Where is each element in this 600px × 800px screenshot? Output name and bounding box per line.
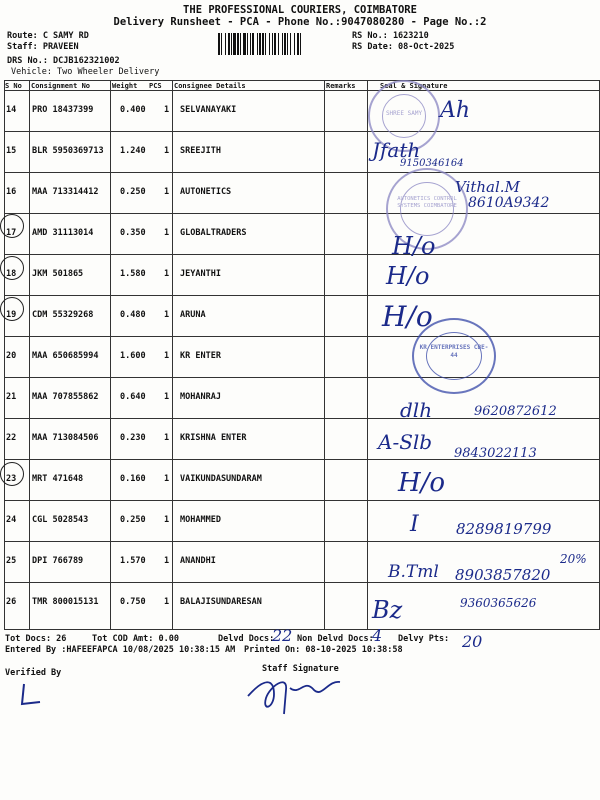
row-sno: 19: [6, 310, 17, 320]
row-consignee: GLOBALTRADERS: [180, 228, 247, 238]
signature-row14: Ah: [440, 98, 471, 123]
row-weight: 0.250: [120, 515, 146, 525]
row-weight: 0.750: [120, 597, 146, 607]
row-pcs: 1: [164, 515, 170, 525]
barcode-image: [218, 33, 346, 55]
row-consignee: BALAJISUNDARESAN: [180, 597, 262, 607]
row-pcs: 1: [164, 269, 170, 279]
row-consignee: VAIKUNDASUNDARAM: [180, 474, 262, 484]
row-pcs: 1: [164, 228, 170, 238]
row-sno: 21: [6, 392, 17, 402]
phone-row24: 8289819799: [456, 520, 552, 538]
row-pcs: 1: [164, 310, 170, 320]
non-delivered-docs: Non Delvd Docs:: [297, 634, 374, 644]
row-sno: 25: [6, 556, 17, 566]
runsheet-subtitle: Delivery Runsheet - PCA - Phone No.:9047080280 - Page No.:2: [113, 16, 487, 28]
col-seal: Seal & Signature: [380, 82, 448, 90]
row-weight: 0.250: [120, 187, 146, 197]
row-pcs: 1: [164, 474, 170, 484]
staff-signature-label: Staff Signature: [262, 664, 339, 674]
row-consignee: MOHAMMED: [180, 515, 221, 525]
row-weight: 0.350: [120, 228, 146, 238]
phone-row16: 8610A9342: [468, 195, 550, 211]
extra-row25: 20%: [560, 552, 587, 566]
circle-mark: [0, 297, 24, 321]
phone-row15: 9150346164: [400, 158, 464, 169]
row-consignee: SREEJITH: [180, 146, 221, 156]
col-pcs: PCS: [149, 82, 162, 90]
row-consignment: MAA 707855862: [32, 392, 99, 402]
row-consignment: MRT 471648: [32, 474, 84, 484]
row-consignment: TMR 800015131: [32, 597, 99, 607]
row-consignee: KRISHNA ENTER: [180, 433, 247, 443]
row-sno: 16: [6, 187, 17, 197]
table-row: [4, 213, 600, 254]
row-pcs: 1: [164, 187, 170, 197]
row-consignment: DPI 766789: [32, 556, 84, 566]
row-sno: 24: [6, 515, 17, 525]
row-consignee: SELVANAYAKI: [180, 105, 237, 115]
row-consignee: ARUNA: [180, 310, 206, 320]
seal-stamp-1: SHREE SAMY: [368, 80, 440, 152]
company-title: THE PROFESSIONAL COURIERS, COIMBATORE: [183, 4, 417, 16]
verified-signature: [14, 680, 44, 710]
circle-mark: [0, 214, 24, 238]
row-pcs: 1: [164, 556, 170, 566]
staff-label: Staff: PRAVEEN: [7, 42, 79, 52]
col-consignee: Consignee Details: [174, 82, 246, 90]
delivery-points-value: 20: [462, 632, 483, 651]
col-remarks: Remarks: [326, 82, 356, 90]
row-weight: 0.640: [120, 392, 146, 402]
entered-by: Entered By :HAFEEFAPCA 10/08/2025 10:38:15 AM: [5, 645, 236, 655]
total-docs: Tot Docs: 26: [5, 634, 67, 644]
rs-date: RS Date: 08-Oct-2025: [352, 42, 455, 52]
row-consignment: CGL 5028543: [32, 515, 89, 525]
row-consignee: KR ENTER: [180, 351, 221, 361]
delivered-docs-value: 22: [272, 626, 293, 645]
hlr-row19: H/o: [382, 300, 433, 333]
row-weight: 1.570: [120, 556, 146, 566]
drs-number: DRS No.: DCJB162321002: [7, 56, 120, 66]
hlr-row18: H/o: [386, 262, 430, 290]
row-sno: 22: [6, 433, 17, 443]
row-sno: 26: [6, 597, 17, 607]
verified-by-label: Verified By: [5, 668, 62, 678]
row-weight: 0.160: [120, 474, 146, 484]
row-sno: 20: [6, 351, 17, 361]
col-sno: S No: [5, 82, 22, 90]
vehicle-label: Vehicle: Two Wheeler Delivery: [11, 67, 160, 77]
signature-row26: Bz: [372, 596, 403, 624]
delivery-points: Delvy Pts:: [398, 634, 450, 644]
row-weight: 0.480: [120, 310, 146, 320]
row-sno: 15: [6, 146, 17, 156]
name-row16: Vithal.M: [455, 178, 520, 196]
row-consignee: MOHANRAJ: [180, 392, 221, 402]
table-row: [4, 459, 600, 500]
table-row: [4, 295, 600, 336]
delivered-docs: Delvd Docs:: [218, 634, 275, 644]
row-consignment: MAA 713084506: [32, 433, 99, 443]
row-consignment: JKM 501865: [32, 269, 84, 279]
rs-number: RS No.: 1623210: [352, 31, 429, 41]
row-consignee: AUTONETICS: [180, 187, 232, 197]
signature-row24: I: [410, 512, 419, 537]
name-row25: B.Tml: [388, 562, 439, 582]
row-consignee: JEYANTHI: [180, 269, 221, 279]
signature-row21: dlh: [400, 398, 433, 422]
table-row: [4, 131, 600, 172]
row-consignment: CDM 55329268: [32, 310, 94, 320]
row-pcs: 1: [164, 597, 170, 607]
phone-row26: 9360365626: [460, 596, 537, 610]
row-pcs: 1: [164, 433, 170, 443]
col-consignment: Consignment No: [31, 82, 91, 90]
row-weight: 1.580: [120, 269, 146, 279]
printed-on: Printed On: 08-10-2025 10:38:58: [244, 645, 403, 655]
row-sno: 17: [6, 228, 17, 238]
col-weight: Weight: [112, 82, 138, 90]
table-row: [4, 90, 600, 131]
phone-row22: 9843022113: [454, 446, 537, 461]
row-consignment: BLR 5950369713: [32, 146, 104, 156]
row-weight: 1.600: [120, 351, 146, 361]
seal-stamp-3: KR ENTERPRISES CBE-44: [412, 318, 496, 394]
route-label: Route: C SAMY RD: [7, 31, 89, 41]
signature-row22: A-Slb: [378, 430, 433, 454]
hlr-row17: H/o: [392, 232, 436, 260]
total-cod: Tot COD Amt: 0.00: [92, 634, 179, 644]
row-consignment: PRO 18437399: [32, 105, 94, 115]
row-consignment: AMD 31113014: [32, 228, 94, 238]
row-sno: 18: [6, 269, 17, 279]
row-sno: 14: [6, 105, 17, 115]
row-weight: 0.400: [120, 105, 146, 115]
table-row: [4, 254, 600, 295]
phone-row25: 8903857820: [455, 566, 551, 584]
phone-row21: 9620872612: [474, 404, 557, 419]
non-delivered-docs-value: 4: [372, 626, 383, 645]
row-pcs: 1: [164, 351, 170, 361]
circle-mark: [0, 256, 24, 280]
row-pcs: 1: [164, 105, 170, 115]
row-consignment: MAA 650685994: [32, 351, 99, 361]
row-pcs: 1: [164, 146, 170, 156]
circle-mark: [0, 462, 24, 486]
signature-row15: Jfath: [372, 138, 421, 162]
row-consignee: ANANDHI: [180, 556, 216, 566]
row-pcs: 1: [164, 392, 170, 402]
runsheet-table: [4, 80, 600, 629]
row-weight: 1.240: [120, 146, 146, 156]
table-row: [4, 336, 600, 377]
row-sno: 23: [6, 474, 17, 484]
seal-stamp-2: AUTONETICS CONTROL SYSTEMS COIMBATORE: [386, 168, 468, 250]
row-weight: 0.230: [120, 433, 146, 443]
hlr-row23: H/o: [398, 468, 446, 498]
row-consignment: MAA 713314412: [32, 187, 99, 197]
staff-signature: [244, 668, 354, 718]
